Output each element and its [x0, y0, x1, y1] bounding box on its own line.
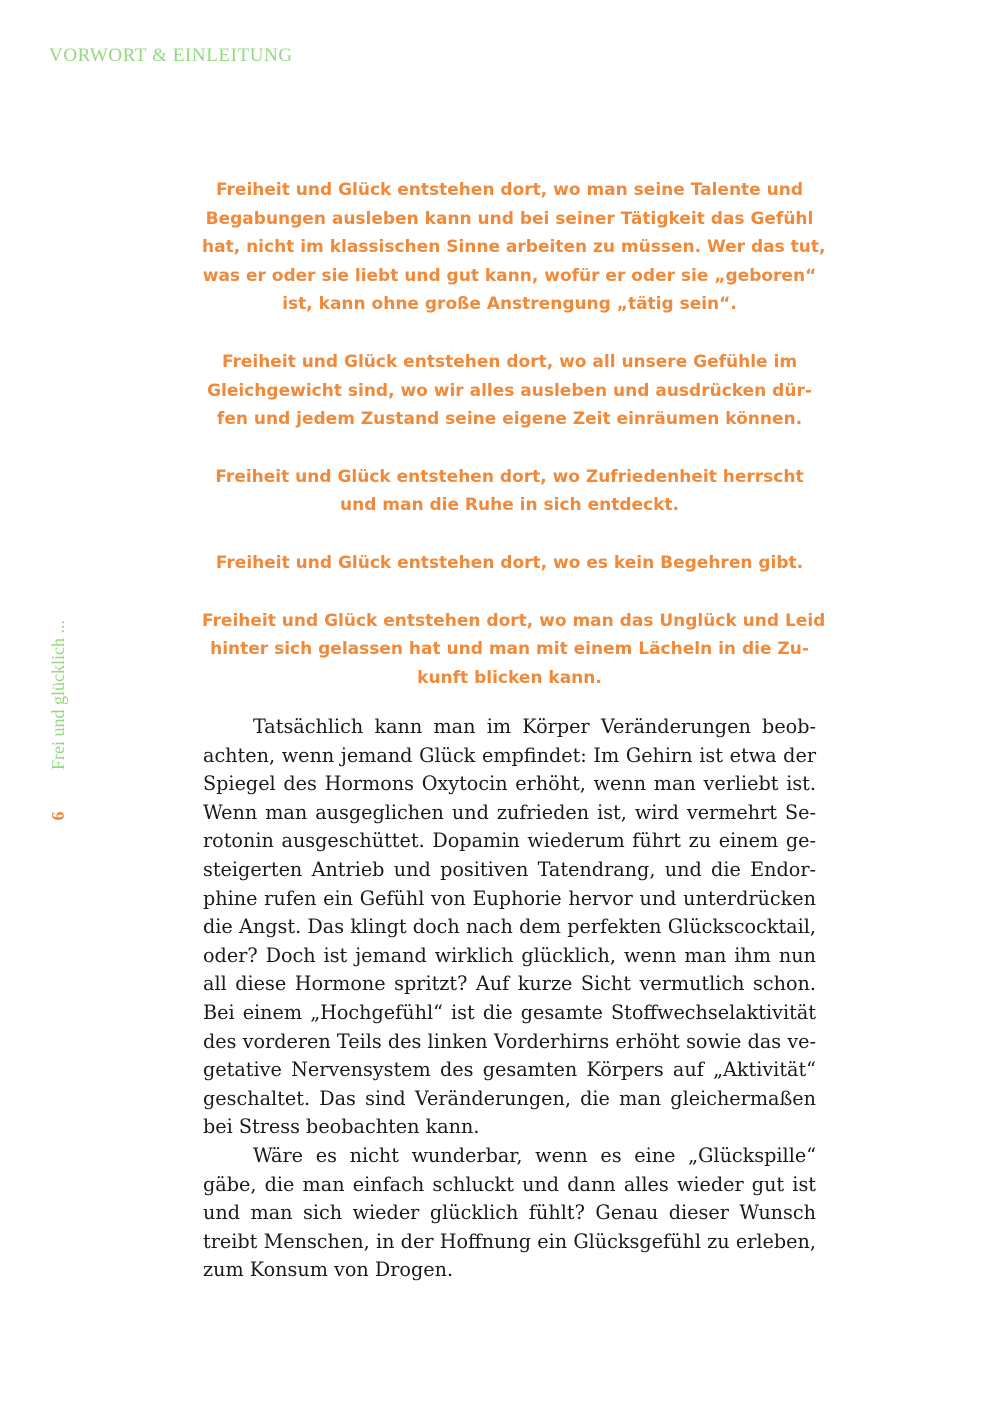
running-head: VORWORT & EINLEITUNG	[49, 45, 293, 66]
body-line: Spiegel des Hormons Oxytocin erhöht, wenn man verliebt ist.	[203, 772, 816, 796]
body-line: steigerten Antrieb und positiven Tatendrang, und die Endor-	[203, 857, 816, 881]
quote-block	[202, 348, 817, 434]
body-line: die Angst. Das klingt doch nach dem perfekten Glückscocktail,	[203, 915, 816, 939]
body-line: zum Konsum von Drogen.	[203, 1258, 454, 1282]
quote-line: hinter sich gelassen hat und man mit einem Lächeln in die Zu-	[210, 639, 809, 660]
quote-line: Freiheit und Glück entstehen dort, wo man seine Talente und	[216, 180, 803, 200]
quote-line: Gleichgewicht sind, wo wir alles ausleben und ausdrücken dür-	[207, 380, 812, 401]
body-line: des vorderen Teils des linken Vorderhirns erhöht sowie das ve-	[203, 1029, 816, 1053]
quote-line: Freiheit und Glück entstehen dort, wo Zufriedenheit herrscht	[215, 466, 804, 487]
quote-line: hat, nicht im klassischen Sinne arbeiten zu müssen. Wer das tut,	[202, 237, 826, 258]
body-line: oder? Doch ist jemand wirklich glücklich, wenn man ihm nun	[203, 943, 816, 967]
quote-line: kunft blicken kann.	[417, 667, 602, 688]
body-text	[203, 713, 816, 1285]
quote-line: Freiheit und Glück entstehen dort, wo man das Unglück und Leid	[202, 610, 826, 631]
quote-line: und man die Ruhe in sich entdeckt.	[339, 495, 679, 516]
quote-line: Freiheit und Glück entstehen dort, wo es kein Begehren gibt.	[215, 552, 804, 573]
body-line: Bei einem „Hochgefühl“ ist die gesamte Stoffwechselaktivität	[203, 1000, 816, 1024]
quote-line: was er oder sie liebt und gut kann, wofür er oder sie „geboren“	[202, 265, 817, 286]
body-line: gäbe, die man einfach schluckt und dann alles wieder gut ist	[203, 1172, 816, 1196]
quote-line: ist, kann ohne große Anstrengung „tätig sein“.	[282, 294, 737, 315]
body-paragraph	[203, 713, 816, 1142]
body-line: all diese Hormone spritzt? Auf kurze Sicht vermutlich schon.	[203, 972, 816, 996]
quote-line: Freiheit und Glück entstehen dort, wo all unsere Gefühle im	[221, 351, 798, 372]
body-line: rotonin ausgeschüttet. Dopamin wiederum führt zu einem ge-	[203, 829, 816, 853]
body-paragraph	[203, 1142, 816, 1285]
side-marker	[47, 596, 69, 828]
quote-line: fen und jedem Zustand seine eigene Zeit einräumen können.	[216, 409, 803, 430]
body-line: geschaltet. Das sind Veränderungen, die man gleichermaßen	[203, 1086, 816, 1110]
body-line: getative Nervensystem des gesamten Körpers auf „Aktivität“	[203, 1058, 816, 1082]
body-line: und man sich wieder glücklich fühlt? Genau dieser Wunsch	[203, 1201, 816, 1225]
body-line: achten, wenn jemand Glück empfindet: Im Gehirn ist etwa der	[203, 743, 816, 767]
quote-block	[202, 607, 826, 693]
body-line: Wenn man ausgeglichen und zufrieden ist, wird vermehrt Se-	[203, 800, 816, 824]
body-line: phine rufen ein Gefühl von Euphorie hervor und unterdrücken	[203, 886, 816, 910]
highlighted-quotes	[202, 176, 826, 721]
quote-block	[202, 463, 817, 520]
quote-block	[202, 549, 817, 578]
side-chapter-title: Frei und glücklich ...	[48, 620, 68, 770]
body-line: Wäre es nicht wunderbar, wenn es eine „Glückspille“	[253, 1143, 816, 1167]
page-number: 6	[48, 811, 68, 821]
body-line: Tatsächlich kann man im Körper Veränderungen beob-	[253, 715, 816, 738]
quote-block	[202, 176, 826, 319]
quote-line: Begabungen ausleben kann und bei seiner Tätigkeit das Gefühl	[205, 208, 814, 229]
body-line: bei Stress beobachten kann.	[203, 1115, 480, 1139]
body-line: treibt Menschen, in der Hoffnung ein Glücksgefühl zu erleben,	[203, 1229, 816, 1253]
